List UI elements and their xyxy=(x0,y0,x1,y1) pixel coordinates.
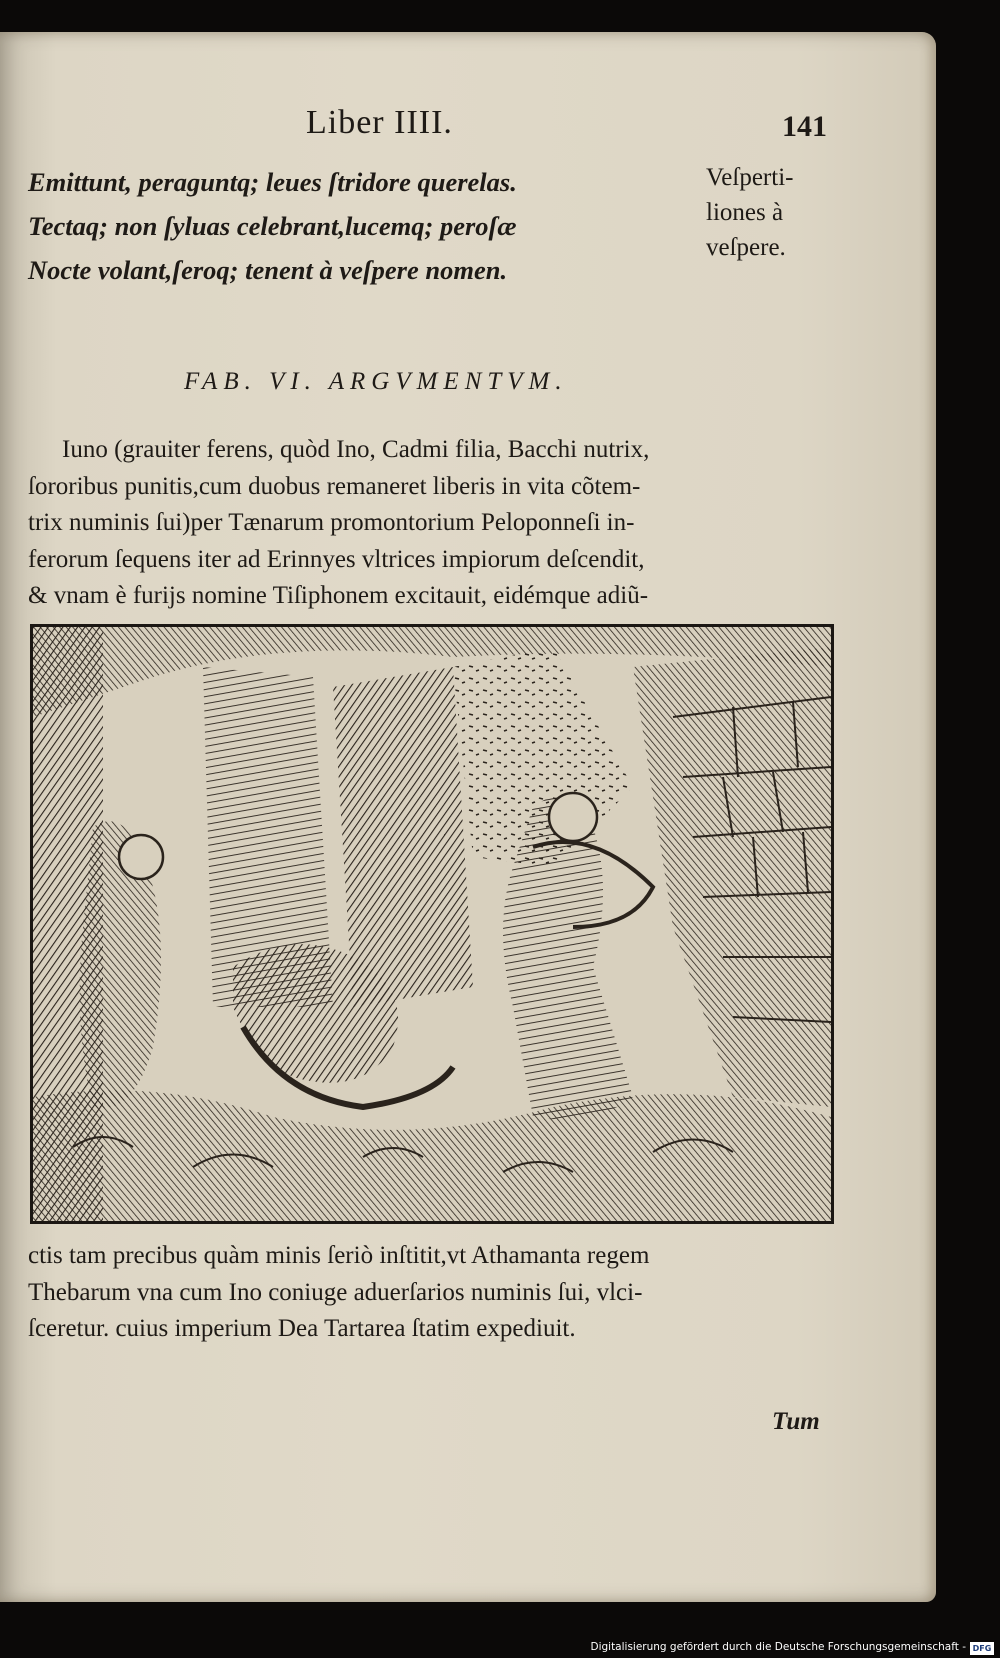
continuation-line: ctis tam precibus quàm minis ſeriò inſtitit,vt Athamanta regem xyxy=(28,1242,650,1269)
argument-line: trix numinis ſui)per Tænarum promontorium Peloponneſi in- xyxy=(28,509,635,536)
argument-line: ſororibus punitis,cum duobus remaneret liberis in vita cõtem- xyxy=(28,472,641,500)
continuation-line: Thebarum vna cum Ino coniuge aduerſarios numinis ſui, vlci- xyxy=(28,1278,643,1306)
woodcut-figure-head xyxy=(119,835,163,879)
catchword: Tum xyxy=(772,1408,820,1435)
dfg-logo-icon: DFG xyxy=(970,1642,994,1655)
verse-line: Nocte volant,ſeroq; tenent à veſpere nomen. xyxy=(28,255,508,285)
argument-paragraph xyxy=(28,432,848,615)
marginal-note xyxy=(706,160,856,265)
funding-credit: Digitalisierung gefördert durch die Deutsche Forschungsgemeinschaft - xyxy=(590,1641,966,1653)
argument-line: ferorum ſequens iter ad Erinnyes vltrices impiorum deſcendit, xyxy=(28,545,645,573)
continuation-paragraph xyxy=(28,1238,858,1348)
marginal-note-line: veſpere. xyxy=(706,234,786,261)
marginal-note-line: liones à xyxy=(706,199,784,226)
woodcut-pillar-center xyxy=(333,667,473,1007)
verse-line: Emittunt, peraguntq; leues ſtridore querelas. xyxy=(28,167,517,197)
running-head: Liber IIII. xyxy=(306,104,453,141)
woodcut-figure-head xyxy=(549,793,597,841)
verse-line: Tectaq; non ſyluas celebrant,lucemq; peroſæ xyxy=(28,211,517,241)
verse-block xyxy=(28,160,668,292)
fable-heading: FAB. VI. ARGVMENTVM. xyxy=(184,368,568,395)
folio-number: 141 xyxy=(782,110,827,143)
continuation-line: ſceretur. cuius imperium Dea Tartarea ſtatim expediuit. xyxy=(28,1315,576,1342)
woodcut-illustration xyxy=(30,624,834,1224)
book-page xyxy=(0,32,936,1602)
woodcut-drawing xyxy=(33,627,831,1221)
marginal-note-line: Veſperti- xyxy=(706,164,794,191)
argument-line: & vnam è furijs nomine Tiſiphonem excitauit, eidémque adiũ- xyxy=(28,582,649,609)
argument-line: Iuno (grauiter ferens, quòd Ino, Cadmi filia, Bacchi nutrix, xyxy=(62,436,650,463)
